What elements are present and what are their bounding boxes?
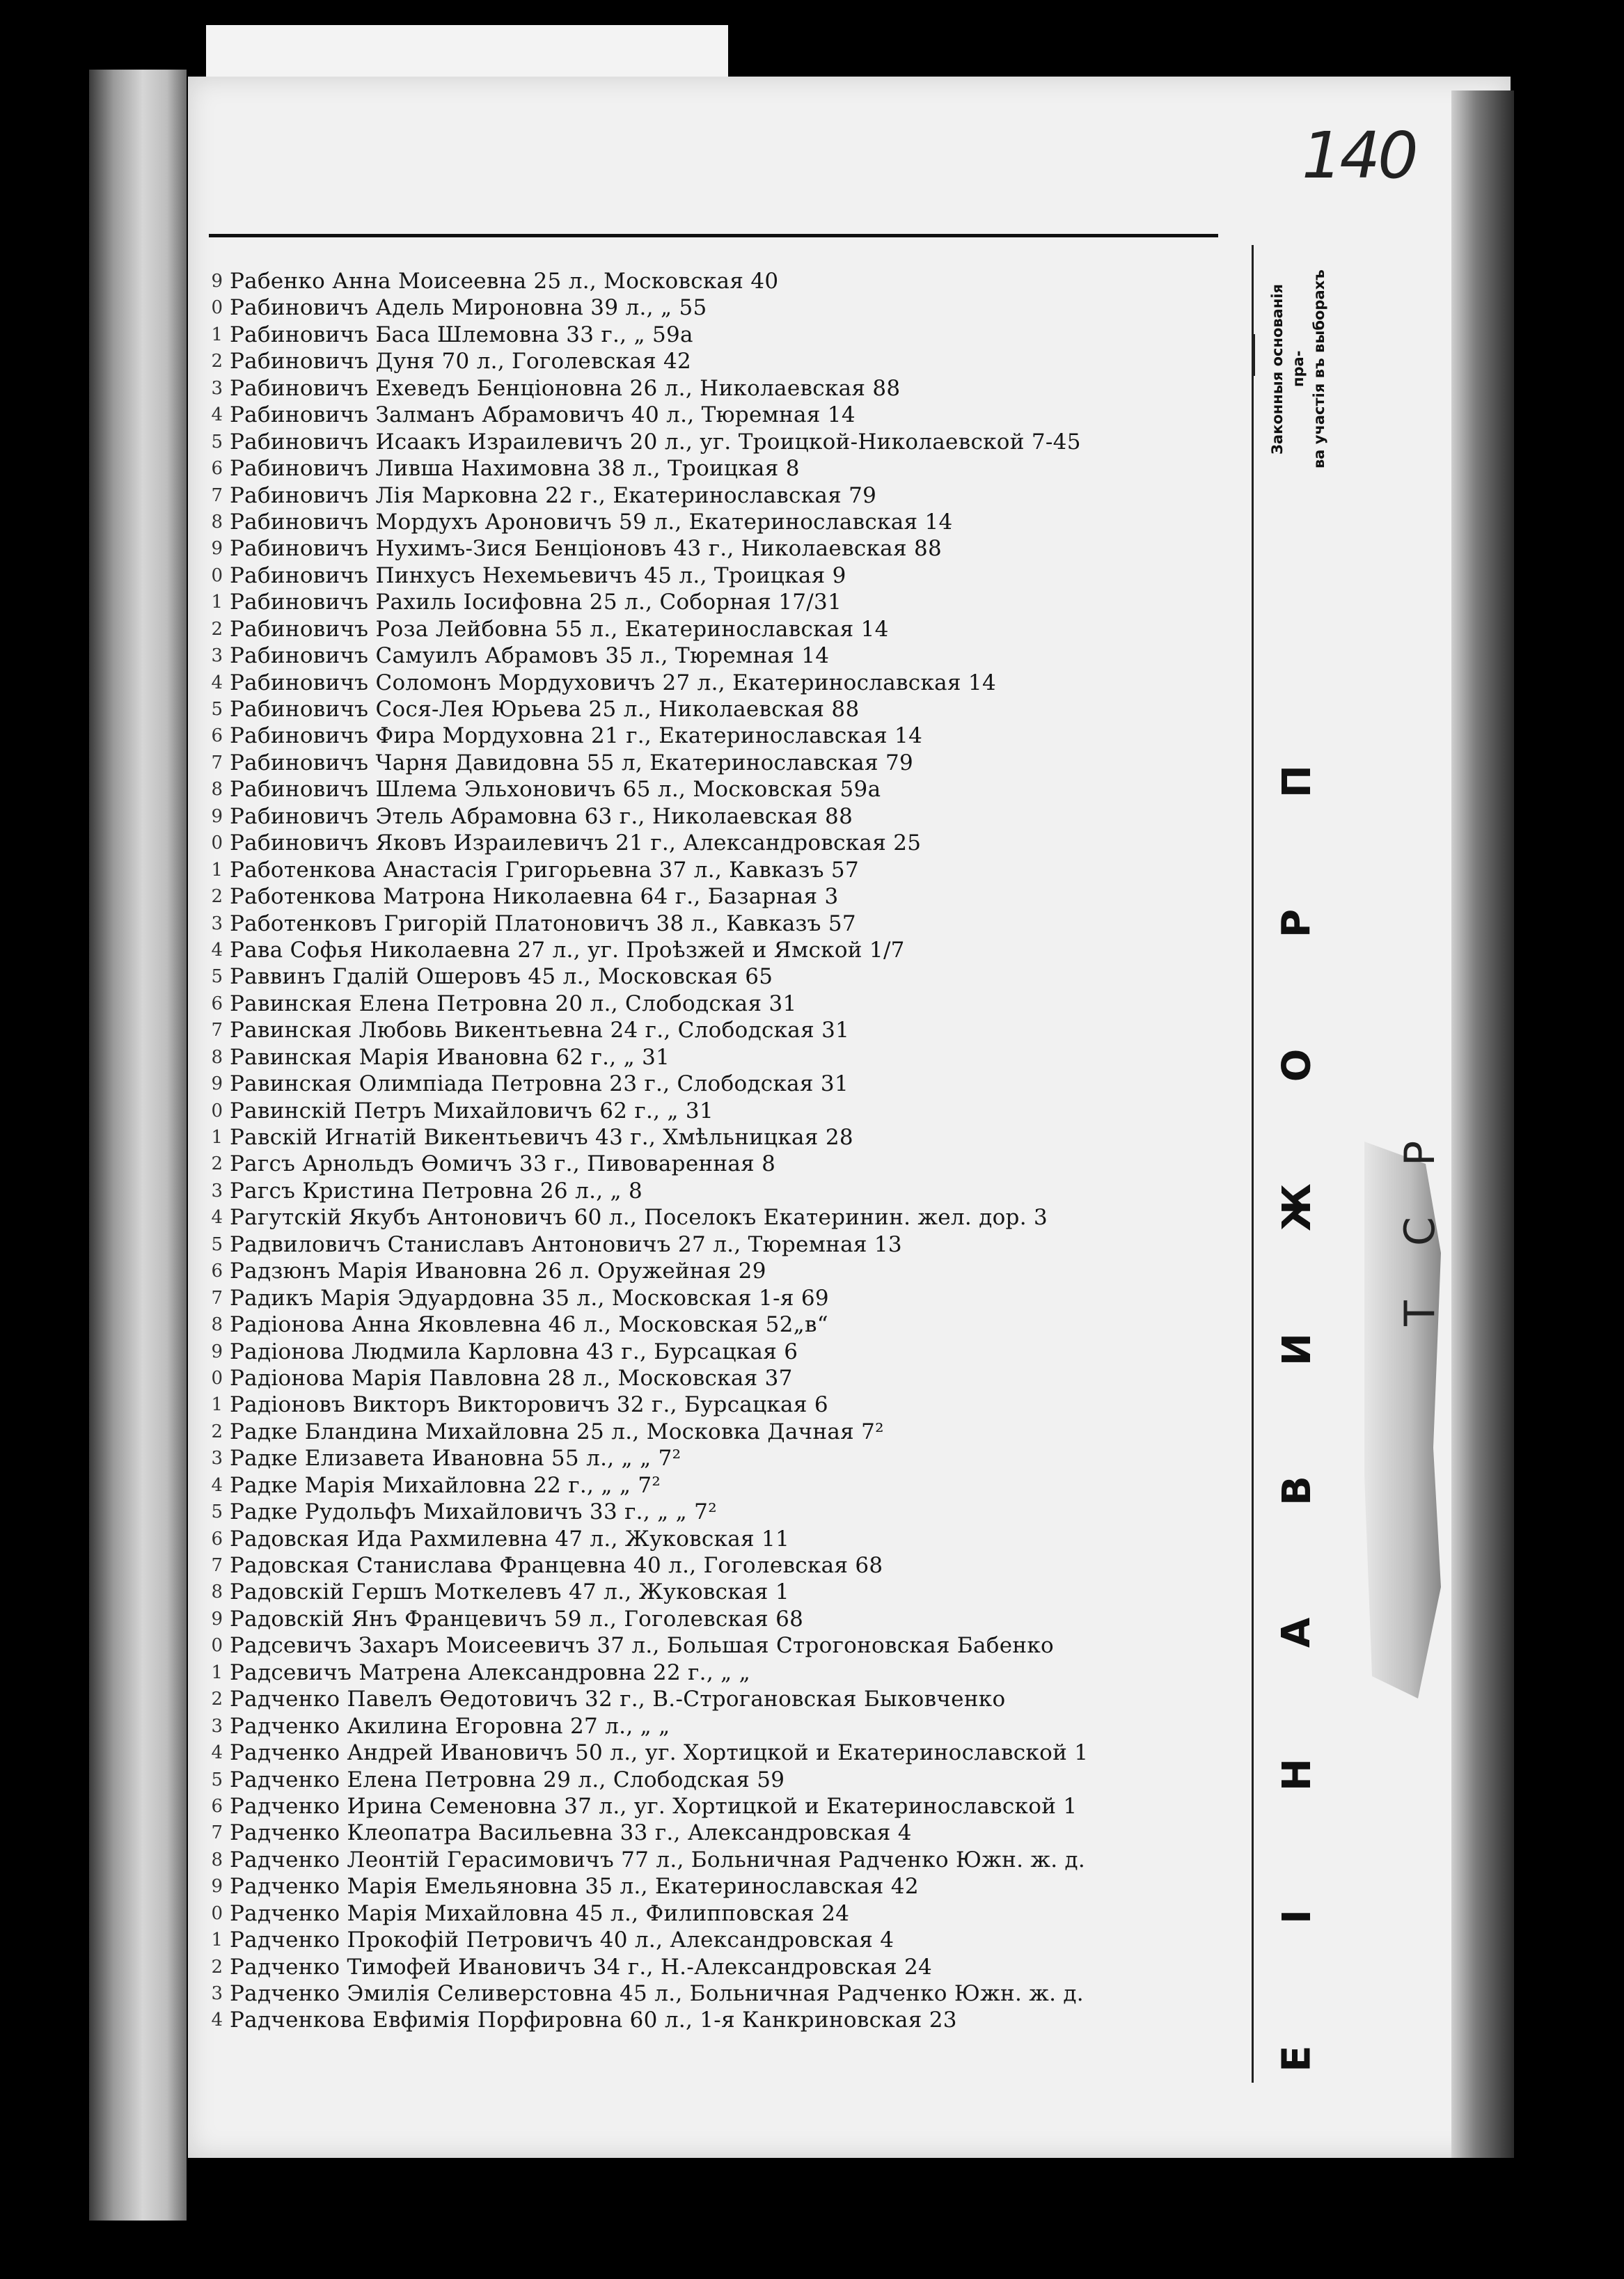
list-item: Рабенко Анна Моисеевна 25 л., Московская 40 — [230, 269, 779, 294]
torn-strip-letters — [1392, 1114, 1448, 1326]
side-title-letter: Р — [1274, 908, 1320, 938]
row-number: 0 — [211, 1902, 223, 1924]
row-number: 0 — [211, 297, 223, 319]
row-number: 4 — [211, 1742, 223, 1764]
row-number: 8 — [211, 1046, 223, 1068]
list-item: Рабиновичъ Исаакъ Израилевичъ 20 л., уг. Троицкой-Николаевской 7-45 — [230, 429, 1081, 455]
row-number: 1 — [211, 1662, 223, 1683]
list-item: Рабиновичъ Этель Абрамовна 63 г., Николаевская 88 — [230, 803, 853, 829]
list-item: Рабиновичъ Самуилъ Абрамовъ 35 л., Тюремная 14 — [230, 643, 830, 669]
list-item: Радовская Станислава Францевна 40 л., Гоголевская 68 — [230, 1553, 883, 1578]
torn-strip-letter: Р — [1396, 1140, 1444, 1166]
list-item: Рабиновичъ Лія Марковна 22 г., Екатеринославская 79 — [230, 482, 877, 508]
list-item: Рабиновичъ Пинхусъ Нехемьевичъ 45 л., Троицкая 9 — [230, 562, 846, 588]
side-title-letter: Ж — [1274, 1183, 1320, 1231]
book-spine — [89, 70, 187, 2221]
list-item: Работенкова Матрона Николаевна 64 г., Базарная 3 — [230, 884, 839, 910]
list-item: Рабиновичъ Адель Мироновна 39 л., „ 55 — [230, 295, 707, 321]
list-item: Рабиновичъ Мордухъ Ароновичъ 59 л., Екатеринославская 14 — [230, 509, 953, 535]
row-number: 5 — [211, 1501, 223, 1523]
list-item: Работенкова Анастасія Григорьевна 37 л., Кавказъ 57 — [230, 857, 859, 883]
row-number-margin — [188, 268, 223, 2034]
list-item: Рабиновичъ Чарня Давидовна 55 л, Екатеринославская 79 — [230, 750, 914, 775]
row-number: 2 — [211, 1153, 223, 1175]
row-number: 2 — [211, 1689, 223, 1710]
row-number: 7 — [211, 1287, 223, 1309]
list-item: Радченко Прокофій Петровичъ 40 л., Александровская 4 — [230, 1927, 894, 1953]
list-item: Радсевичъ Захаръ Моисеевичъ 37 л., Большая Строгоновская Бабенко — [230, 1633, 1054, 1659]
list-item: Работенковъ Григорій Платоновичъ 38 л., Кавказъ 57 — [230, 910, 856, 936]
row-number: 4 — [211, 1207, 223, 1229]
row-number: 3 — [211, 1448, 223, 1469]
list-item: Радзюнъ Марія Ивановна 26 л. Оружейная 29 — [230, 1259, 766, 1284]
row-number: 0 — [211, 1635, 223, 1657]
row-number: 9 — [211, 1073, 223, 1095]
side-title-letter: О — [1274, 1048, 1320, 1082]
list-item: Радченко Клеопатра Васильевна 33 г., Александровская 4 — [230, 1820, 912, 1846]
list-item: Равскій Игнатій Викентьевичъ 43 г., Хмѣльницкая 28 — [230, 1125, 853, 1150]
header-rule — [209, 234, 1218, 237]
list-item: Рава Софья Николаевна 27 л., уг. Проѣзжей и Ямской 1/7 — [230, 937, 905, 963]
row-number: 1 — [211, 1930, 223, 1951]
side-title-letter: А — [1274, 1618, 1320, 1648]
list-item: Радіонова Людмила Карловна 43 г., Бурсацкая 6 — [230, 1339, 798, 1364]
row-number: 5 — [211, 1769, 223, 1790]
list-item: Радке Елизавета Ивановна 55 л., „ „ 7² — [230, 1446, 681, 1472]
list-item: Рабиновичъ Соломонъ Мордуховичъ 27 л., Екатеринославская 14 — [230, 670, 996, 695]
list-item: Раввинъ Гдалій Ошеровъ 45 л., Московская 65 — [230, 964, 773, 990]
list-item: Радвиловичъ Станиславъ Антоновичъ 27 л., Тюремная 13 — [230, 1231, 902, 1257]
list-item: Радченко Тимофей Ивановичъ 34 г., Н.-Александровская 24 — [230, 1954, 933, 1980]
list-item: Радченко Эмилія Селиверстовна 45 л., Больничная Радченко Южн. ж. д. — [230, 1981, 1084, 2006]
row-number: 8 — [211, 1849, 223, 1870]
list-item: Радовскій Гершъ Моткелевъ 47 л., Жуковская 1 — [230, 1579, 789, 1605]
row-number: 8 — [211, 1314, 223, 1336]
list-item: Радіонова Анна Яковлевна 46 л., Московская 52„в“ — [230, 1312, 828, 1338]
row-number: 5 — [211, 1233, 223, 1255]
row-number: 9 — [211, 1608, 223, 1630]
row-number: 8 — [211, 1582, 223, 1603]
list-item: Радіоновъ Викторъ Викторовичъ 32 г., Бурсацкая 6 — [230, 1392, 828, 1418]
row-number: 2 — [211, 1421, 223, 1442]
list-item: Равинская Елена Петровна 20 л., Слободская 31 — [230, 991, 797, 1016]
list-item: Равинскій Петръ Михайловичъ 62 г., „ 31 — [230, 1098, 714, 1123]
row-number: 6 — [211, 1261, 223, 1282]
list-item: Рагсъ Арнольдъ Ѳомичъ 33 г., Пивоваренная 8 — [230, 1151, 776, 1177]
row-number: 5 — [211, 699, 223, 720]
row-number: 1 — [211, 324, 223, 345]
list-item: Радке Марія Михайловна 22 г., „ „ 7² — [230, 1472, 661, 1498]
row-number: 0 — [211, 1367, 223, 1389]
list-item: Радченко Андрей Ивановичъ 50 л., уг. Хортицкой и Екатеринославской 1 — [230, 1740, 1089, 1766]
side-title-letter: И — [1274, 1332, 1320, 1366]
list-item: Рабиновичъ Роза Лейбовна 55 л., Екатеринославская 14 — [230, 616, 889, 642]
list-item: Рагутскій Якубъ Антоновичъ 60 л., Поселокъ Екатеринин. жел. дор. 3 — [230, 1205, 1048, 1231]
list-item: Рабиновичъ Яковъ Израилевичъ 21 г., Александровская 25 — [230, 830, 922, 856]
row-number: 4 — [211, 404, 223, 426]
row-number: 6 — [211, 458, 223, 480]
row-number: 6 — [211, 1795, 223, 1817]
list-item: Радченко Марія Емельяновна 35 л., Екатеринославская 42 — [230, 1874, 919, 1900]
side-title-letter: І — [1274, 1909, 1320, 1924]
side-heading-line-1: Законныя основанія пра- — [1269, 283, 1307, 455]
list-item: Радченко Павелъ Ѳедотовичъ 32 г., В.-Строгановская Быковченко — [230, 1687, 1006, 1712]
list-item: Равинская Олимпіада Петровна 23 г., Слободская 31 — [230, 1071, 849, 1097]
row-number: 0 — [211, 565, 223, 586]
list-item: Радке Бландина Михайловна 25 л., Московка Дачная 7² — [230, 1419, 884, 1444]
page-edge-shadow — [1451, 90, 1514, 2158]
list-item: Радикъ Марія Эдуардовна 35 л., Московская 1-я 69 — [230, 1285, 829, 1311]
row-number: 6 — [211, 725, 223, 747]
row-number: 2 — [211, 886, 223, 908]
row-number: 7 — [211, 752, 223, 773]
list-item: Радченко Акилина Егоровна 27 л., „ „ — [230, 1713, 670, 1739]
list-item: Радченкова Евфимія Порфировна 60 л., 1-я Канкриновская 23 — [230, 2008, 957, 2033]
list-item: Рагсъ Кристина Петровна 26 л., „ 8 — [230, 1178, 643, 1204]
list-item: Рабиновичъ Залманъ Абрамовичъ 40 л., Тюремная 14 — [230, 402, 856, 428]
row-number: 3 — [211, 1715, 223, 1737]
side-title-letter: В — [1274, 1476, 1320, 1506]
row-number: 9 — [211, 271, 223, 292]
row-number: 0 — [211, 833, 223, 854]
side-title-letter: Е — [1274, 2045, 1320, 2072]
voter-list — [230, 268, 1246, 2034]
row-number: 8 — [211, 779, 223, 801]
list-item: Рабиновичъ Сося-Лея Юрьева 25 л., Николаевская 88 — [230, 697, 860, 722]
side-heading-line-2: ва участія въ выборахъ — [1311, 269, 1327, 468]
row-number: 1 — [211, 1394, 223, 1416]
row-number: 3 — [211, 1180, 223, 1201]
list-item: Радовскій Янъ Францевичъ 59 л., Гоголевская 68 — [230, 1606, 804, 1632]
column-divider — [1252, 245, 1254, 2083]
row-number: 2 — [211, 618, 223, 640]
row-number: 6 — [211, 1528, 223, 1549]
torn-strip-letter: С — [1396, 1217, 1444, 1246]
list-item: Радченко Марія Михайловна 45 л., Филипповская 24 — [230, 1900, 850, 1926]
list-item: Рабиновичъ Ехеведъ Бенціоновна 26 л., Николаевская 88 — [230, 375, 901, 401]
row-number: 1 — [211, 592, 223, 613]
row-number: 8 — [211, 511, 223, 533]
row-number: 2 — [211, 1956, 223, 1978]
list-item: Рабиновичъ Рахиль Іосифовна 25 л., Соборная 17/31 — [230, 590, 842, 615]
row-number: 9 — [211, 1876, 223, 1898]
torn-strip-letter: Т — [1396, 1300, 1444, 1326]
row-number: 3 — [211, 377, 223, 399]
list-item: Равинская Марія Ивановна 62 г., „ 31 — [230, 1044, 670, 1070]
side-column-heading — [1267, 265, 1327, 473]
list-item: Радовская Ида Рахмилевна 47 л., Жуковская 11 — [230, 1526, 790, 1552]
list-item: Рабиновичъ Шлема Эльхоновичъ 65 л., Московская 59а — [230, 777, 881, 803]
list-item: Рабиновичъ Нухимъ-Зися Бенціоновъ 43 г., Николаевская 88 — [230, 536, 942, 562]
row-number: 9 — [211, 805, 223, 827]
list-item: Радченко Ирина Семеновна 37 л., уг. Хортицкой и Екатеринославской 1 — [230, 1793, 1078, 1819]
list-item: Радіонова Марія Павловна 28 л., Московская 37 — [230, 1365, 793, 1391]
row-number: 4 — [211, 939, 223, 961]
list-item: Рабиновичъ Баса Шлемовна 33 г., „ 59а — [230, 322, 693, 347]
row-number: 3 — [211, 913, 223, 934]
row-number: 7 — [211, 484, 223, 506]
side-title-letter: П — [1274, 765, 1320, 798]
row-number: 5 — [211, 431, 223, 452]
row-number: 1 — [211, 1127, 223, 1148]
row-number: 5 — [211, 966, 223, 988]
row-number: 9 — [211, 538, 223, 560]
row-number: 0 — [211, 1100, 223, 1121]
row-number: 7 — [211, 1020, 223, 1041]
row-number: 4 — [211, 1474, 223, 1496]
side-title-letter: Н — [1274, 1758, 1320, 1792]
row-number: 7 — [211, 1555, 223, 1576]
list-item: Рабиновичъ Дуня 70 л., Гоголевская 42 — [230, 349, 692, 374]
row-number: 6 — [211, 993, 223, 1014]
row-number: 3 — [211, 645, 223, 667]
row-number: 2 — [211, 351, 223, 372]
row-number: 9 — [211, 1341, 223, 1362]
row-number: 1 — [211, 859, 223, 881]
side-title-vertical — [1272, 759, 1321, 2081]
row-number: 7 — [211, 1822, 223, 1844]
list-item: Радченко Леонтій Герасимовичъ 77 л., Больничная Радченко Южн. ж. д. — [230, 1847, 1086, 1872]
list-item: Равинская Любовь Викентьевна 24 г., Слободская 31 — [230, 1018, 850, 1043]
list-item: Радке Рудольфъ Михайловичъ 33 г., „ „ 7² — [230, 1499, 717, 1525]
row-number: 4 — [211, 2010, 223, 2031]
row-number: 3 — [211, 1983, 223, 2004]
row-number: 4 — [211, 672, 223, 693]
list-item: Радченко Елена Петровна 29 л., Слободская 59 — [230, 1767, 785, 1792]
handwritten-page-number: 140 — [1302, 118, 1416, 193]
list-item: Рабиновичъ Лившa Нахимовна 38 л., Троицкая 8 — [230, 456, 800, 482]
list-item: Рабиновичъ Фира Мордуховна 21 г., Екатеринославская 14 — [230, 723, 923, 749]
list-item: Радсевичъ Матрена Александровна 22 г., „ „ — [230, 1659, 751, 1685]
